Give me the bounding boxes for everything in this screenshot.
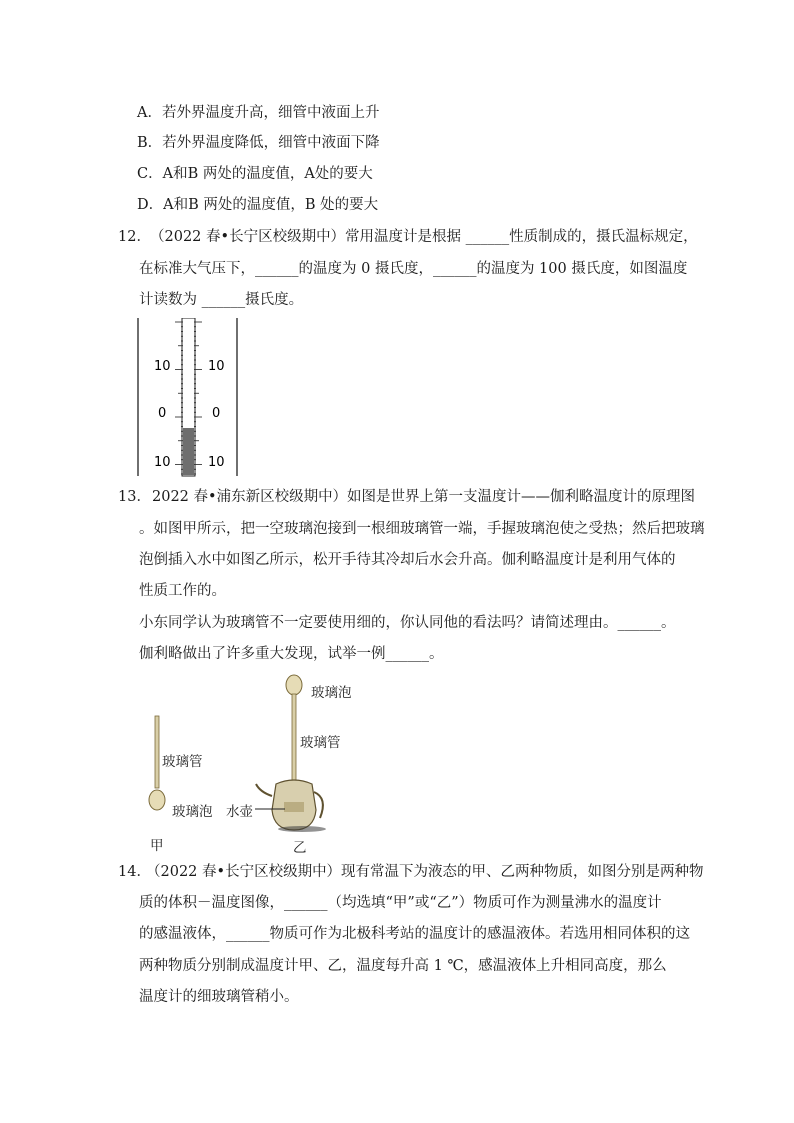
tick-label-right-top: 10 bbox=[208, 359, 225, 374]
yi-tube-label: 玻璃管 bbox=[300, 735, 341, 751]
jia-bulb bbox=[149, 790, 165, 810]
tick-label-left-mid: 0 bbox=[158, 406, 167, 421]
option-d: D．A和B 两处的温度值，B 处的要大 bbox=[137, 197, 379, 213]
question-14-line-3: 的感温液体，______物质可作为北极科考站的温度计的感温液体。若选用相同体积的这 bbox=[139, 926, 690, 942]
yi-bulb-label: 玻璃泡 bbox=[311, 685, 352, 701]
question-14-line-2: 质的体积－温度图像，______（均选填“甲”或“乙”）物质可作为测量沸水的温度计 bbox=[139, 895, 662, 911]
question-13-line-1: 2022 春•浦东新区校级期中）如图是世界上第一支温度计——伽利略温度计的原理图 bbox=[152, 489, 696, 505]
yi-kettle-pointer bbox=[255, 807, 287, 811]
question-12-line-2: 在标准大气压下，______的温度为 0 摄氏度，______的温度为 100 摄氏度，如图温度 bbox=[139, 261, 688, 277]
yi-shadow bbox=[278, 826, 326, 832]
question-13-line-2: 。如图甲所示，把一空玻璃泡接到一根细玻璃管一端，手握玻璃泡使之受热；然后把玻璃 bbox=[139, 521, 705, 537]
question-12-line-1: （2022 春•长宁区校级期中）常用温度计是根据 ______性质制成的，摄氏温标规定， bbox=[150, 229, 698, 245]
question-14-line-4: 两种物质分别制成温度计甲、乙，温度每升高 1 ℃，感温液体上升相同高度，那么 bbox=[139, 958, 667, 974]
question-13-line-4: 性质工作的。 bbox=[139, 583, 226, 599]
jia-caption: 甲 bbox=[150, 838, 164, 854]
yi-kettle-label: 水壶 bbox=[226, 804, 253, 820]
question-13-line-3: 泡倒插入水中如图乙所示，松开手待其冷却后水会升高。伽利略温度计是利用气体的 bbox=[139, 552, 676, 568]
question-14-number: 14． bbox=[118, 864, 151, 880]
question-12-line-3: 计读数为 ______摄氏度。 bbox=[139, 292, 304, 308]
question-13-line-5: 小东同学认为玻璃管不一定要使用细的，你认同他的看法吗？请简述理由。______。 bbox=[139, 615, 676, 631]
question-14-line-5: 温度计的细玻璃管稍小。 bbox=[139, 989, 299, 1005]
tick-label-right-bottom: 10 bbox=[208, 455, 225, 470]
yi-kettle-spout bbox=[256, 784, 272, 796]
question-13-number: 13． bbox=[118, 489, 151, 505]
yi-water bbox=[284, 802, 304, 812]
tick-label-left-top: 10 bbox=[154, 359, 171, 374]
liquid-column bbox=[183, 428, 194, 475]
yi-bulb bbox=[286, 675, 302, 695]
thermometer-figure bbox=[132, 318, 244, 478]
question-13-line-6: 伽利略做出了许多重大发现，试举一例______。 bbox=[139, 646, 444, 662]
jia-bulb-label: 玻璃泡 bbox=[172, 804, 213, 820]
question-12-number: 12． bbox=[118, 229, 151, 245]
question-14-line-1: （2022 春•长宁区校级期中）现有常温下为液态的甲、乙两种物质，如图分别是两种物 bbox=[146, 864, 704, 880]
tick-label-left-bottom: 10 bbox=[154, 455, 171, 470]
yi-caption: 乙 bbox=[293, 840, 307, 856]
jia-tube-label: 玻璃管 bbox=[162, 754, 203, 770]
tick-label-right-mid: 0 bbox=[212, 406, 221, 421]
option-c: C．A和B 两处的温度值，A处的要大 bbox=[137, 166, 373, 182]
option-b: B．若外界温度降低，细管中液面下降 bbox=[137, 135, 380, 151]
option-a: A．若外界温度升高，细管中液面上升 bbox=[137, 105, 380, 121]
jia-tube bbox=[155, 716, 159, 788]
